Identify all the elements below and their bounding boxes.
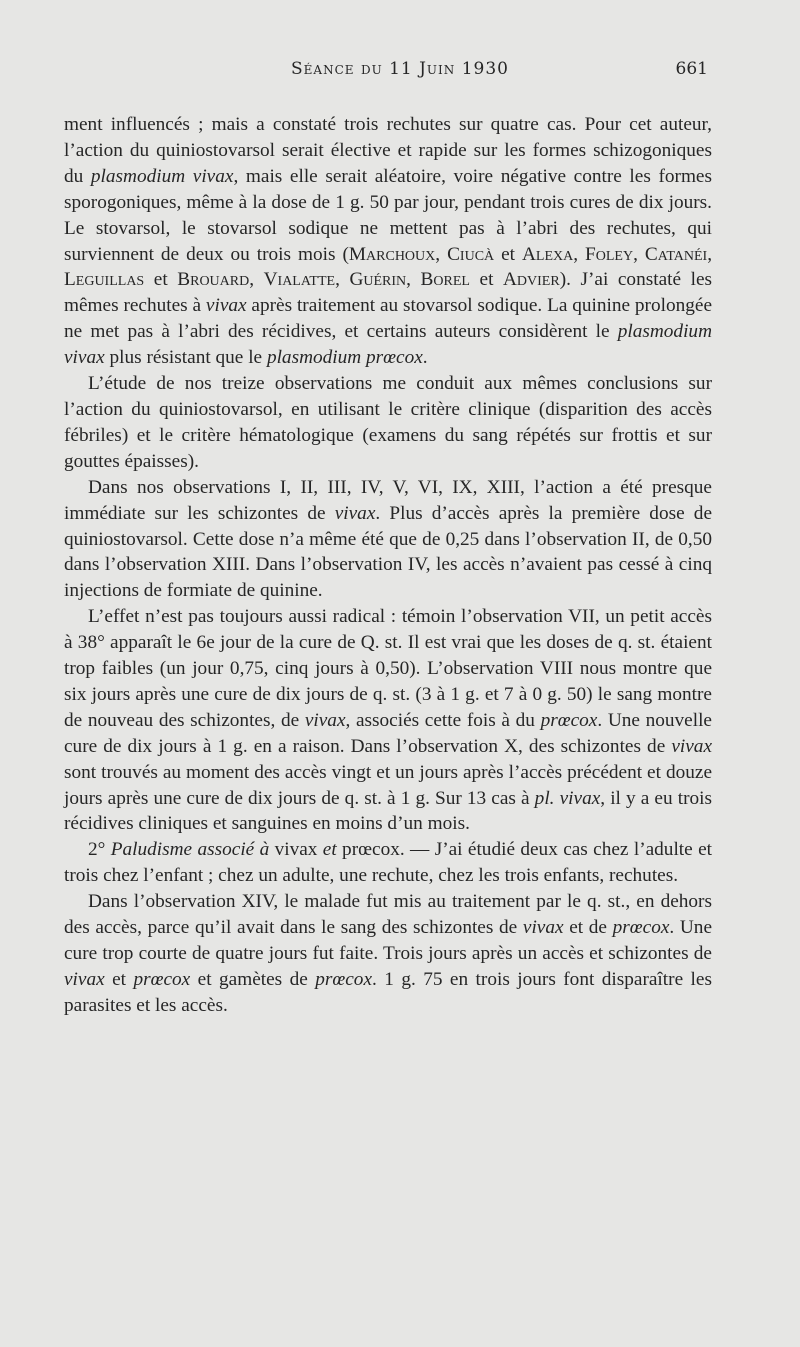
author-name: Advier bbox=[502, 269, 560, 291]
italic-term: et bbox=[322, 839, 337, 861]
text-run: L’étude de nos treize observations me conduit aux mêmes conclusions sur l’action du quiniostovarsol, en utilisant le critère clinique (disparition des accès fébriles) et le critère hématologique (examens du sang répétés sur frottis et sur gouttes épaisses). bbox=[64, 373, 712, 472]
author-name: Catanéi bbox=[644, 243, 708, 265]
author-name: Vialatte bbox=[263, 269, 336, 291]
author-name: Alexa bbox=[522, 243, 574, 265]
text-run: . Une nouvelle cure de dix jours à 1 g. en a raison. Dans l’observation X, des schizontes de bbox=[64, 709, 712, 757]
text-run: , associés cette fois à du bbox=[345, 709, 541, 731]
italic-term: vivax bbox=[304, 709, 346, 731]
text-run: , bbox=[406, 269, 421, 291]
italic-term: vivax bbox=[205, 295, 247, 317]
italic-term: plasmodium prœcox bbox=[266, 347, 423, 369]
text-run: , bbox=[633, 243, 645, 265]
text-run: , bbox=[573, 243, 586, 265]
text-run: et bbox=[494, 243, 522, 265]
text-run: , bbox=[435, 243, 448, 265]
text-run: , bbox=[707, 243, 713, 265]
paragraph bbox=[64, 604, 712, 837]
italic-term: vivax bbox=[334, 502, 376, 524]
author-name: Leguillas bbox=[64, 269, 145, 291]
author-name: Marchoux bbox=[348, 243, 436, 265]
author-name: Borel bbox=[420, 269, 470, 291]
page-number: 661 bbox=[675, 59, 708, 79]
running-title: Séance du 11 Juin 1930 bbox=[291, 59, 509, 79]
text-run: après traitement au stovarsol sodique. La quinine prolongée ne met pas à l’abri des récidives, et certains auteurs considèrent le bbox=[64, 295, 712, 343]
text-run: Dans l’observation XIV, le malade fut mis au traitement par le q. st., en dehors des accès, parce qu’il avait dans le sang des schizontes de bbox=[64, 891, 712, 939]
text-run: plus résistant que le bbox=[104, 347, 267, 369]
paragraph bbox=[64, 475, 712, 605]
text-run: prœcox. — J’ai étudié deux cas chez l’adulte et trois chez l’enfant ; chez un adulte, une rechute, chez les trois enfants, rechutes. bbox=[64, 839, 712, 887]
italic-term: Paludisme associé à bbox=[110, 839, 270, 861]
author-name: Foley bbox=[585, 243, 634, 265]
text-run: , mais elle serait aléatoire, voire négative contre les formes sporogoniques, même à la dose de 1 g. 50 par jour, pendant trois cures de dix jours. Le stovarsol, le stovarsol sodique ne mettent pas à l’abri des rechutes, qui surviennent de deux ou trois mois ( bbox=[64, 165, 712, 265]
text-run: et bbox=[469, 269, 503, 291]
text-run: . bbox=[422, 347, 428, 369]
text-run: , il y a eu trois récidives cliniques et sanguines en moins d’un mois. bbox=[64, 787, 712, 835]
paragraph bbox=[64, 837, 712, 889]
text-run: 2° bbox=[88, 839, 111, 861]
paragraph bbox=[64, 889, 712, 1019]
text-run: . Une cure trop courte de quatre jours fut faite. Trois jours après un accès et schizontes de bbox=[64, 917, 713, 964]
text-run: L’effet n’est pas toujours aussi radical : témoin l’observation VII, un petit accès à 38° apparaît le 6e jour de la cure de Q. st. Il est vrai que les doses de q. st. étaient trop faibles (un jour 0,75, cinq jours à 0,50). L’observation VIII nous montre que six jours après une cure de dix jours de q. st. (3 à 1 g. et 7 à 0 g. 50) le sang montre de nouveau des schizontes, de bbox=[64, 606, 712, 731]
author-name: Guérin bbox=[349, 269, 407, 291]
text-run: sont trouvés au moment des accès vingt et un jours après l’accès précédent et douze jours après une cure de dix jours de q. st. à 1 g. Sur 13 cas à bbox=[64, 761, 712, 809]
italic-term: vivax bbox=[522, 917, 564, 939]
running-header bbox=[0, 59, 800, 89]
italic-term: prœcox bbox=[612, 917, 670, 939]
italic-term: prœcox bbox=[540, 709, 598, 731]
text-run: et bbox=[144, 269, 178, 291]
italic-term: plasmodium vivax bbox=[64, 321, 712, 369]
text-run: , bbox=[335, 269, 350, 291]
text-run: . Plus d’accès après la première dose de quiniostovarsol. Cette dose n’a même été que de 0,25 dans l’observation II, de 0,50 dans l’observation XIII. Dans l’observation IV, les accès n’avaient pas cessé à cinq injections de formiate de quinine. bbox=[64, 502, 713, 602]
italic-term: prœcox bbox=[315, 968, 372, 990]
text-run: , bbox=[249, 269, 264, 291]
text-run: et bbox=[104, 968, 134, 990]
italic-term: plasmodium vivax bbox=[90, 165, 234, 187]
author-name: Ciucà bbox=[447, 243, 495, 265]
italic-term: prœcox bbox=[133, 968, 191, 990]
text-run: Dans nos observations I, II, III, IV, V, VI, IX, XIII, l’action a été presque immédiate sur les schizontes de bbox=[64, 476, 712, 524]
text-run: et gamètes de bbox=[190, 968, 316, 990]
italic-term: pl. vivax bbox=[534, 787, 601, 809]
text-run: vivax bbox=[269, 839, 323, 861]
paragraph bbox=[64, 371, 712, 475]
text-run: ). J’ai constaté les mêmes rechutes à bbox=[64, 269, 713, 317]
body-text bbox=[64, 112, 712, 1019]
text-run: ment influencés ; mais a constaté trois rechutes sur quatre cas. Pour cet auteur, l’action du quiniostovarsol serait élective et rapide sur les formes schizogoniques du bbox=[64, 114, 712, 187]
text-run: . 1 g. 75 en trois jours font disparaître les parasites et les accès. bbox=[64, 968, 712, 1016]
paragraph bbox=[64, 112, 712, 371]
italic-term: vivax bbox=[671, 735, 712, 757]
italic-term: vivax bbox=[64, 968, 105, 990]
text-run: et de bbox=[563, 917, 613, 939]
author-name: Brouard bbox=[177, 269, 250, 291]
